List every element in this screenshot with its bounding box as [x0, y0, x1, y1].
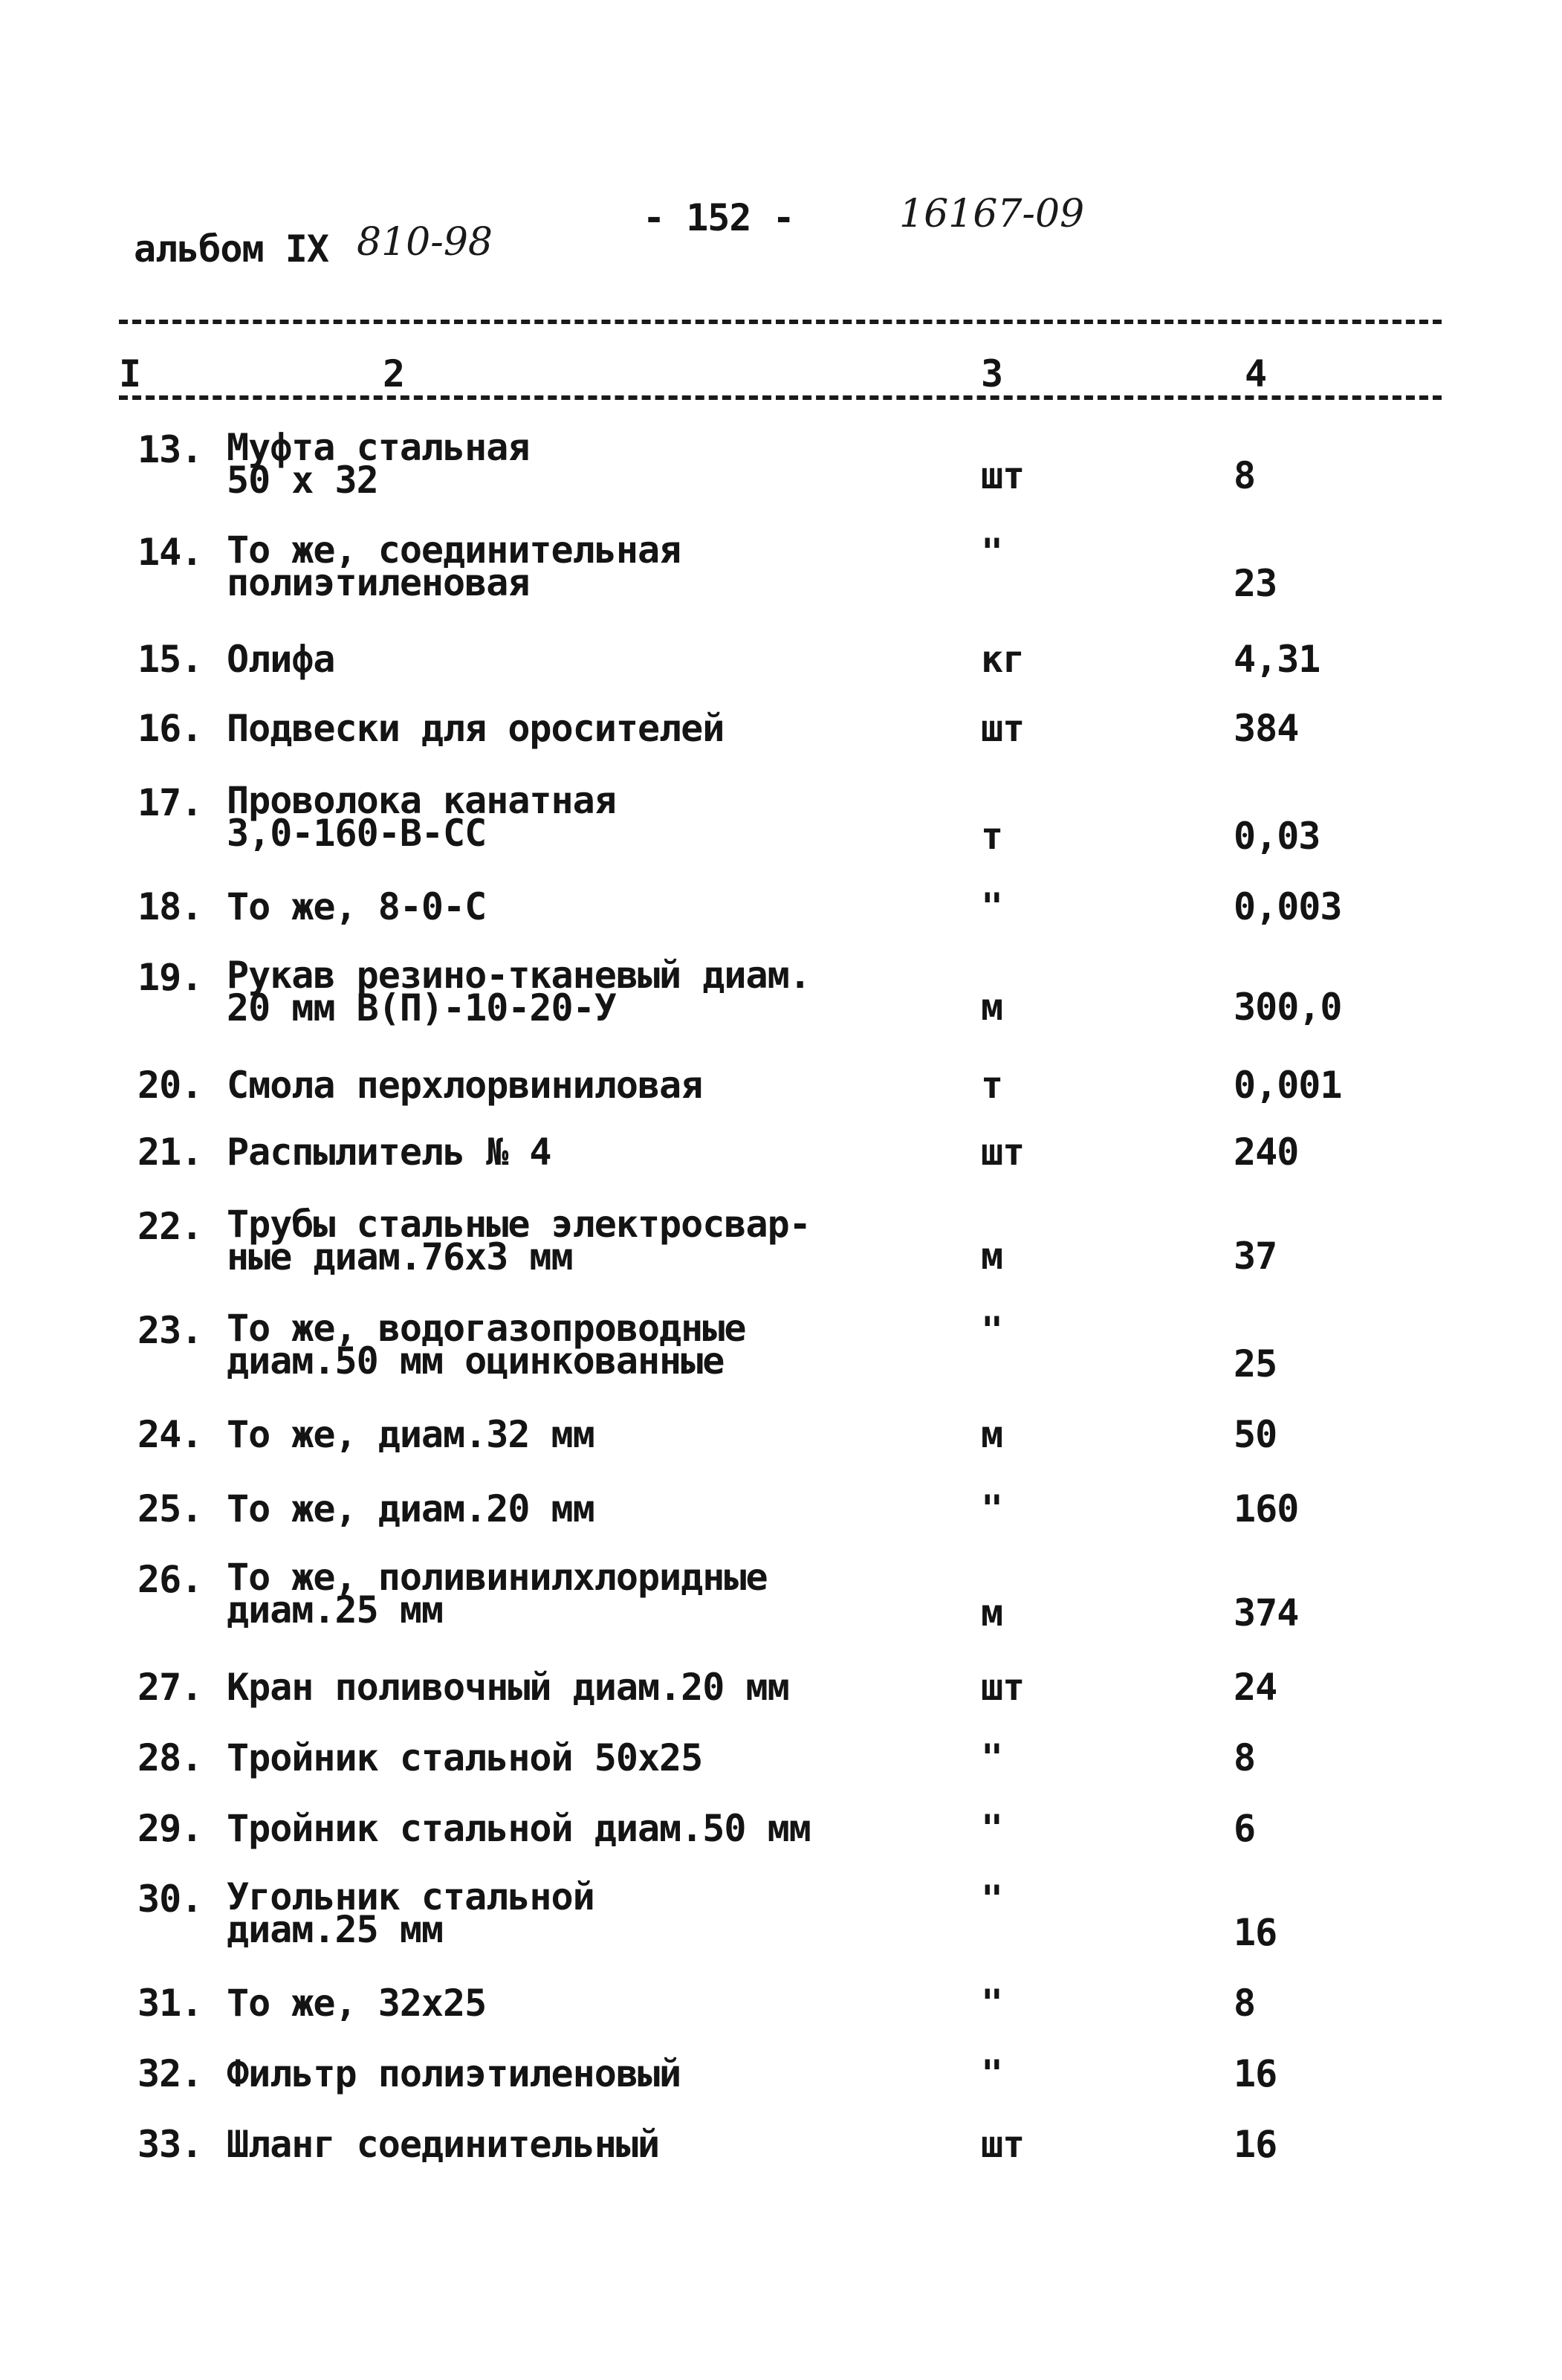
description-line: ные диам.76х3 мм [227, 1235, 573, 1278]
row-description [227, 1666, 789, 1709]
row-number: 33. [137, 2123, 203, 2166]
description-line: 50 x 32 [227, 459, 378, 502]
doc-number-handwritten: 16167-09 [899, 192, 1085, 236]
description-line: Кран поливочный диам.20 мм [227, 1666, 789, 1709]
column-header-4: 4 [1245, 352, 1267, 395]
row-number: 25. [137, 1487, 203, 1530]
row-unit: шт [981, 454, 1025, 497]
row-number: 28. [137, 1736, 203, 1779]
row-description [227, 2123, 660, 2166]
row-unit: м [981, 1235, 1003, 1278]
description-line: То же, диам.20 мм [227, 1487, 594, 1530]
column-header-3: 3 [981, 352, 1003, 395]
album-label: альбом IX [134, 227, 328, 271]
row-unit: " [981, 1487, 1003, 1530]
description-line: Олифа [227, 638, 335, 681]
row-description [227, 1487, 594, 1530]
row-unit: " [981, 2052, 1003, 2095]
row-number: 26. [137, 1558, 203, 1601]
row-quantity: 16 [1234, 2052, 1277, 2095]
row-quantity: 0,003 [1234, 885, 1342, 928]
description-line: полиэтиленовая [227, 561, 530, 604]
row-unit: " [981, 1878, 1003, 1921]
row-quantity: 0,001 [1234, 1064, 1342, 1107]
row-quantity: 23 [1234, 562, 1277, 605]
row-unit: шт [981, 2123, 1025, 2166]
row-description [227, 528, 681, 604]
column-header-1: I [119, 352, 141, 395]
row-description [227, 1556, 768, 1632]
row-quantity: 160 [1234, 1487, 1299, 1530]
row-description [227, 1131, 551, 1174]
row-number: 21. [137, 1131, 203, 1174]
row-number: 17. [137, 781, 203, 824]
row-quantity: 300,0 [1234, 986, 1342, 1029]
row-unit: " [981, 1736, 1003, 1779]
header-dashed-rule [119, 395, 1442, 400]
row-description [227, 954, 811, 1029]
row-description [227, 1203, 811, 1278]
description-line: Тройник стальной 50х25 [227, 1736, 703, 1779]
description-line: То же, поливинилхлоридные [227, 1556, 768, 1599]
row-description [227, 1413, 594, 1456]
row-unit: шт [981, 707, 1025, 750]
page-number: - 152 - [643, 196, 794, 239]
row-unit: " [981, 531, 1003, 574]
row-number: 29. [137, 1807, 203, 1850]
row-number: 31. [137, 1982, 203, 2025]
row-description [227, 1807, 811, 1850]
row-quantity: 240 [1234, 1131, 1299, 1174]
row-quantity: 8 [1234, 454, 1256, 497]
row-quantity: 24 [1234, 1666, 1277, 1709]
row-number: 24. [137, 1413, 203, 1456]
description-line: То же, водогазопроводные [227, 1307, 746, 1350]
row-number: 14. [137, 531, 203, 574]
row-description [227, 885, 487, 928]
row-unit: т [981, 1064, 1003, 1107]
description-line: Тройник стальной диам.50 мм [227, 1807, 811, 1850]
row-quantity: 16 [1234, 2123, 1277, 2166]
row-number: 30. [137, 1878, 203, 1921]
description-line: Шланг соединительный [227, 2123, 660, 2166]
description-line: диам.25 мм [227, 1588, 444, 1632]
row-quantity: 384 [1234, 707, 1299, 750]
row-quantity: 8 [1234, 1736, 1256, 1779]
description-line: Подвески для оросителей [227, 707, 725, 750]
description-line: Угольник стальной [227, 1875, 594, 1918]
row-unit: шт [981, 1666, 1025, 1709]
description-line: Фильтр полиэтиленовый [227, 2052, 681, 2095]
description-line: 3,0-160-В-СС [227, 812, 487, 855]
description-line: Проволока канатная [227, 779, 616, 822]
description-line: То же, 32х25 [227, 1982, 487, 2025]
description-line: Муфта стальная [227, 426, 530, 469]
row-unit: м [981, 986, 1003, 1029]
row-number: 27. [137, 1666, 203, 1709]
row-description [227, 638, 335, 681]
row-unit: т [981, 815, 1003, 858]
row-description [227, 707, 725, 750]
album-code-handwritten: 810-98 [357, 220, 493, 265]
description-line: Рукав резино-тканевый диам. [227, 954, 811, 997]
row-description [227, 2052, 681, 2095]
description-line: 20 мм В(П)-10-20-У [227, 986, 616, 1029]
row-number: 16. [137, 707, 203, 750]
row-description [227, 426, 530, 502]
description-line: диам.50 мм оцинкованные [227, 1339, 725, 1383]
description-line: То же, диам.32 мм [227, 1413, 594, 1456]
row-description [227, 779, 616, 855]
description-line: Распылитель № 4 [227, 1131, 551, 1174]
top-dashed-rule [119, 320, 1442, 324]
description-line: диам.25 мм [227, 1908, 444, 1951]
row-number: 15. [137, 638, 203, 681]
description-line: То же, 8-0-С [227, 885, 487, 928]
row-quantity: 50 [1234, 1413, 1277, 1456]
row-description [227, 1064, 703, 1107]
row-quantity: 4,31 [1234, 638, 1320, 681]
column-header-2: 2 [383, 352, 405, 395]
row-number: 32. [137, 2052, 203, 2095]
row-quantity: 16 [1234, 1911, 1277, 1954]
description-line: Смола перхлорвиниловая [227, 1064, 703, 1107]
row-description [227, 1736, 703, 1779]
row-number: 22. [137, 1205, 203, 1248]
row-unit: м [981, 1413, 1003, 1456]
row-unit: кг [981, 638, 1025, 681]
row-unit: " [981, 1807, 1003, 1850]
row-quantity: 37 [1234, 1235, 1277, 1278]
row-unit: " [981, 1309, 1003, 1352]
row-description [227, 1982, 487, 2025]
row-number: 13. [137, 428, 203, 471]
row-unit: шт [981, 1131, 1025, 1174]
row-quantity: 374 [1234, 1591, 1299, 1634]
row-quantity: 8 [1234, 1982, 1256, 2025]
description-line: То же, соединительная [227, 528, 681, 572]
row-description [227, 1307, 746, 1383]
row-quantity: 0,03 [1234, 815, 1320, 858]
description-line: Трубы стальные электросвар- [227, 1203, 811, 1246]
row-number: 23. [137, 1309, 203, 1352]
row-number: 20. [137, 1064, 203, 1107]
row-number: 18. [137, 885, 203, 928]
row-number: 19. [137, 956, 203, 999]
row-unit: " [981, 885, 1003, 928]
row-unit: м [981, 1591, 1003, 1634]
row-unit: " [981, 1982, 1003, 2025]
row-description [227, 1875, 594, 1951]
row-quantity: 6 [1234, 1807, 1256, 1850]
row-quantity: 25 [1234, 1342, 1277, 1385]
